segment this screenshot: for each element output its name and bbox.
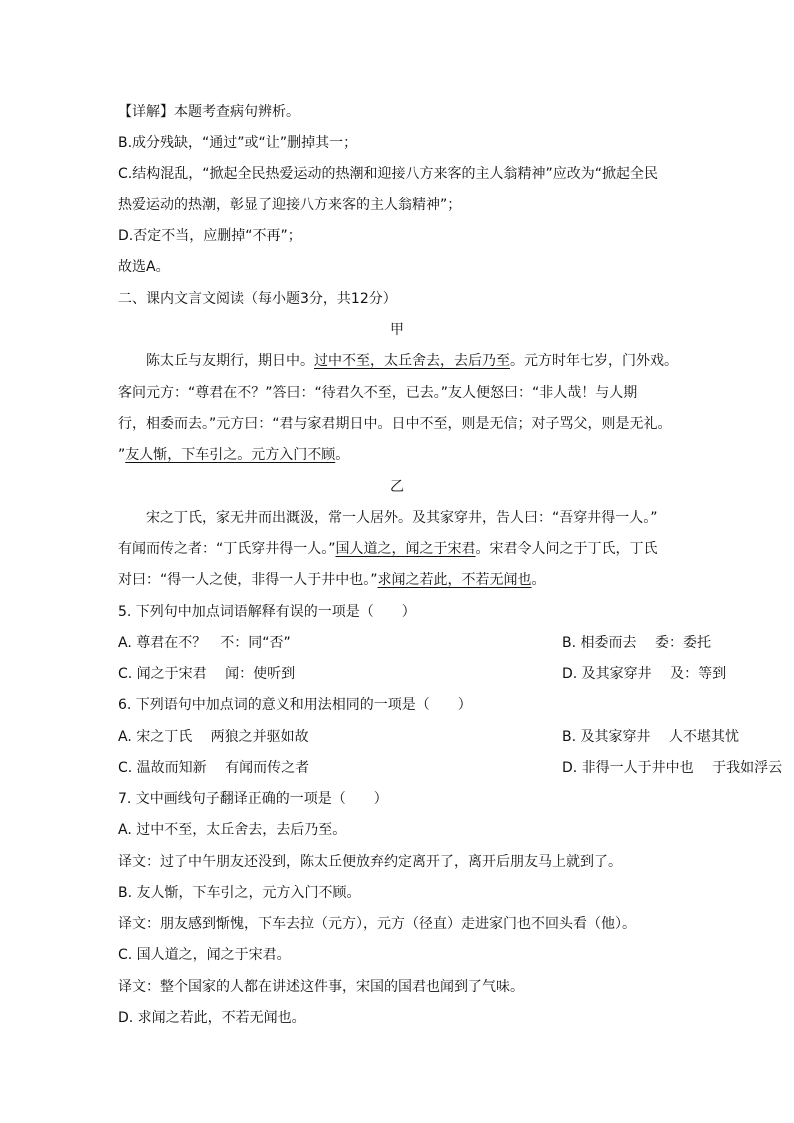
q7-option-b: B. 友人惭，下车引之，元方入门不顾。 (118, 885, 361, 901)
passage-text: 有闻而传之者：“丁氏穿井得一人。” (118, 541, 336, 557)
passage-text: 。元方时年七岁，门外戏。 (510, 353, 678, 369)
q5-option-d: D. 及其家穿井 及：等到 (562, 666, 727, 682)
passage-jia-label: 甲 (390, 322, 404, 338)
q7-option-a: A. 过中不至，太丘舍去，去后乃至。 (118, 822, 347, 838)
passage-yi-line2 (118, 540, 684, 558)
underlined-sentence: 求闻之若此，不若无闻也 (377, 572, 532, 588)
q5-options-row2 (118, 665, 727, 683)
q5-stem: 5. 下列句中加点词语解释有误的一项是（ ） (118, 604, 416, 620)
q6-option-a: A. 宋之丁氏 两狼之并驱如故 (118, 729, 309, 745)
passage-jia-line4 (118, 446, 684, 464)
q5-option-a: A. 尊君在不？ 不：同“否” (118, 635, 291, 651)
passage-yi-label: 乙 (390, 479, 404, 495)
q5-option-c: C. 闻之于宋君 闻：使听到 (118, 666, 296, 682)
q6-option-d: D. 非得一人于井中也 于我如浮云 (562, 760, 783, 776)
passage-text: 。 (531, 572, 546, 588)
q6-option-b: B. 及其家穿井 人不堪其忧 (562, 729, 739, 745)
analysis-bracket: 【详解】 (118, 104, 174, 120)
passage-text: 。 (335, 447, 350, 463)
analysis-option-d: D.否定不当，应删掉“不再”； (118, 228, 302, 244)
analysis-answer: 故选A。 (118, 259, 170, 275)
analysis-option-c-line2: 热爱运动的热潮，彰显了迎接八方来客的主人翁精神”； (118, 197, 462, 213)
q7-option-a-translation: 译文：过了中午朋友还没到，陈太丘便放弃约定离开了，离开后朋友马上就到了。 (118, 854, 622, 870)
passage-jia-line3: 行，相委而去。”元方曰：“君与家君期日中。日中不至，则是无信；对子骂父，则是无礼。 (118, 416, 672, 432)
q6-options-row1 (118, 728, 739, 746)
passage-jia-line1 (146, 352, 684, 370)
passage-yi-line1: 宋之丁氏，家无井而出溉汲，常一人居外。及其家穿井，告人曰：“吾穿井得一人。” (146, 510, 658, 526)
q6-stem: 6. 下列语句中加点词的意义和用法相同的一项是（ ） (118, 697, 472, 713)
q7-option-c-translation: 译文：整个国家的人都在讲述这件事，宋国的国君也闻到了气味。 (118, 979, 524, 995)
q6-option-c: C. 温故而知新 有闻而传之者 (118, 760, 310, 776)
q6-options-row2 (118, 759, 783, 777)
q7-stem: 7. 文中画线句子翻译正确的一项是（ ） (118, 791, 388, 807)
analysis-option-b: B.成分残缺，“通过”或“让”删掉其一； (118, 135, 358, 151)
q7-option-b-translation: 译文：朋友感到惭愧，下车去拉（元方），元方（径直）走进家门也不回头看（他）。 (118, 916, 636, 932)
q7-option-c: C. 国人道之，闻之于宋君。 (118, 947, 291, 963)
analysis-option-c-line1: C.结构混乱，“掀起全民热爱运动的热潮和迎接八方来客的主人翁精神”应改为“掀起全民 (118, 166, 658, 182)
underlined-sentence: 过中不至，太丘舍去，去后乃至 (314, 353, 510, 369)
q5-options-row1 (118, 634, 711, 652)
q5-option-b: B. 相委而去 委：委托 (562, 635, 711, 651)
underlined-sentence: 国人道之，闻之于宋君 (335, 541, 476, 557)
passage-yi-line3 (118, 571, 684, 589)
analysis-heading (118, 103, 684, 121)
passage-text: 对曰：“得一人之使，非得一人于井中也。” (118, 572, 378, 588)
analysis-intro: 本题考查病句辨析。 (174, 104, 300, 120)
passage-text: ” (118, 447, 126, 463)
q7-option-d: D. 求闻之若此，不若无闻也。 (118, 1010, 306, 1026)
underlined-sentence: 友人惭，下车引之。元方入门不顾 (125, 447, 336, 463)
section-heading: 二、课内文言文阅读（每小题3分，共12分） (118, 291, 397, 307)
passage-jia-line2: 客问元方：“尊君在不？”答曰：“待君久不至，已去。”友人便怒曰：“非人哉！与人期 (118, 385, 638, 401)
passage-text: 陈太丘与友期行，期日中。 (146, 353, 314, 369)
passage-text: 。宋君令人问之于丁氏，丁氏 (475, 541, 658, 557)
